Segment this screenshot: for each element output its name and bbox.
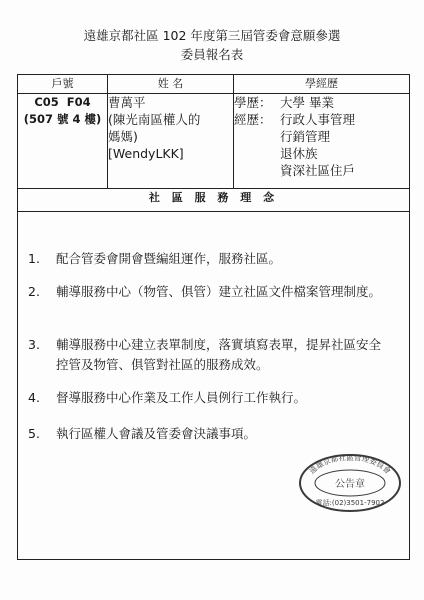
experience-label: 經歷： xyxy=(234,112,272,127)
header-unit: 戶號 xyxy=(18,75,108,94)
experience-item: 行銷管理 xyxy=(280,129,331,144)
motto-title-row xyxy=(18,189,410,212)
item-text: 督導服務中心作業及工作人員例行工作執行。 xyxy=(56,390,307,405)
item-text: 執行區權人會議及管委會決議事項。 xyxy=(56,426,257,441)
header-background: 學經歷 xyxy=(234,75,410,94)
official-seal xyxy=(298,453,402,513)
candidate-relation: (陳光南區權人的 xyxy=(108,112,201,127)
candidate-row xyxy=(18,94,410,189)
candidate-handle: [WendyLKK] xyxy=(108,146,184,161)
item-number: 2. xyxy=(28,284,40,299)
experience-item: 行政人事管理 xyxy=(280,112,356,127)
item-text: 輔導服務中心建立表單制度，落實填寫表單，提昇社區安全控管及物管、俱管對社區的服務成效。 xyxy=(56,337,382,372)
form-subtitle: 委員報名表 xyxy=(180,47,244,62)
item-number: 4. xyxy=(28,390,40,405)
seal-ring-text: 遠雄京都社區管理委員會 xyxy=(307,453,393,476)
name-cell xyxy=(108,94,234,189)
experience-item: 退休族 xyxy=(280,146,318,161)
seal-phone-text: 電話:(02)3501-7902 xyxy=(315,499,385,507)
motto-title: 社 區 服 務 理 念 xyxy=(18,189,410,212)
education-value: 大學 畢業 xyxy=(280,95,334,110)
education-label: 學歷： xyxy=(234,95,272,110)
item-number: 5. xyxy=(28,426,40,441)
item-text: 輔導服務中心（物管、俱管）建立社區文件檔案管理制度。 xyxy=(56,284,382,299)
unit-address: (507 號 4 樓) xyxy=(23,112,102,126)
seal-center-text: 公告章 xyxy=(335,479,365,490)
header-name: 姓 名 xyxy=(108,75,234,94)
candidate-relation-cont: 媽媽) xyxy=(108,129,138,144)
item-number: 3. xyxy=(28,337,40,352)
form-title: 遠雄京都社區 102 年度第三屆管委會意願參選 xyxy=(83,28,341,43)
unit-number: C05 F04 xyxy=(34,95,91,109)
item-text: 配合管委會開會暨編組運作，服務社區。 xyxy=(56,251,282,266)
experience-item: 資深社區住戶 xyxy=(280,163,356,178)
candidate-name: 曹萬平 xyxy=(108,95,146,110)
background-cell xyxy=(234,94,410,189)
item-number: 1. xyxy=(28,251,40,266)
header-row xyxy=(18,75,410,94)
unit-cell xyxy=(18,94,108,189)
